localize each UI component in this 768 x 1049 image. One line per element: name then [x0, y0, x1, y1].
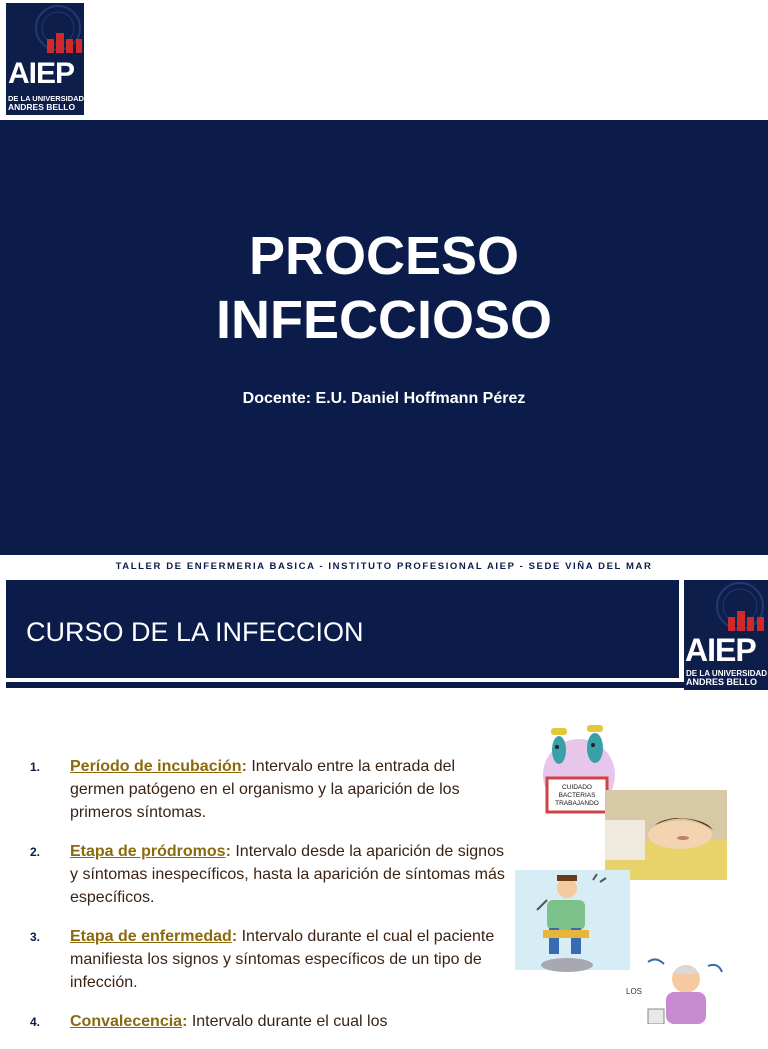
brand-subtitle-line2: ANDRES BELLO	[8, 101, 76, 112]
item-term: Convalecencia	[70, 1013, 183, 1030]
brand-name-2: AIEP	[685, 632, 756, 668]
item-text: Etapa de enfermedad: Intervalo durante el cual el paciente manifiesta los signos y síntomas específicos de un tipo de infección.	[70, 928, 495, 991]
building-logo-icon	[6, 3, 84, 63]
title-line1: PROCESO	[248, 226, 520, 286]
item-description: Intervalo desde la aparición de signos y síntomas inespecíficos, hasta la aparición de síntomas más específicos.	[70, 843, 505, 906]
item-number: 4.	[30, 1015, 41, 1029]
brand-subtitle-2-line2: ANDRES BELLO	[686, 677, 758, 688]
item-term: Período de incubación	[70, 758, 242, 775]
sick-person-clipart	[507, 870, 632, 978]
header-underline	[6, 682, 768, 688]
item-number: 3.	[30, 930, 41, 944]
presentation-title	[0, 224, 768, 352]
los-label: LOS	[626, 987, 643, 996]
infection-stages-list	[30, 755, 510, 1049]
item-text: Convalecencia: Intervalo durante el cual los	[70, 1013, 388, 1030]
building-logo-icon-2	[684, 580, 768, 640]
list-item	[30, 755, 510, 824]
item-term: Etapa de pródromos	[70, 843, 226, 860]
brand-subtitle-2-line1: DE LA UNIVERSIDAD	[686, 669, 768, 678]
sick-child-photo	[605, 790, 727, 880]
slide-footer: TALLER DE ENFERMERIA BASICA - INSTITUTO PROFESIONAL AIEP - SEDE VIÑA DEL MAR	[0, 555, 768, 579]
list-item	[30, 840, 510, 909]
brand-name: AIEP	[8, 57, 75, 90]
slide-title: CURSO DE LA INFECCION	[26, 617, 364, 647]
list-item	[30, 925, 510, 994]
title-line2: INFECCIOSO	[215, 290, 553, 350]
list-item	[30, 1010, 510, 1033]
item-text: Etapa de pródromos: Intervalo desde la aparición de signos y síntomas inespecíficos, hasta la aparición de síntomas más específicos.	[70, 843, 505, 906]
brand-subtitle-line1: DE LA UNIVERSIDAD	[8, 94, 84, 103]
aiep-logo-2	[684, 580, 768, 690]
item-description: Intervalo durante el cual el paciente manifiesta los signos y síntomas específicos de un tipo de infección.	[70, 928, 495, 991]
docente-label: Docente: E.U. Daniel Hoffmann Pérez	[242, 390, 526, 407]
item-text: Período de incubación: Intervalo entre la entrada del germen patógeno en el organismo y la aparición de los primeros síntomas.	[70, 758, 460, 821]
aiep-logo	[6, 3, 84, 115]
item-term: Etapa de enfermedad	[70, 928, 232, 945]
item-description: Intervalo entre la entrada del germen patógeno en el organismo y la aparición de los primeros síntomas.	[70, 758, 460, 821]
brand-subtitle-2	[686, 670, 767, 688]
sign-line3: TRABAJANDO	[555, 800, 599, 807]
item-number: 1.	[30, 760, 41, 774]
sign-line1: CUIDADO	[562, 784, 592, 791]
elderly-person-clipart	[618, 954, 733, 1024]
item-description: Intervalo durante el cual los	[187, 1013, 388, 1030]
brand-subtitle	[8, 95, 84, 112]
item-number: 2.	[30, 845, 41, 859]
sign-line2: BACTERIAS	[558, 792, 596, 799]
